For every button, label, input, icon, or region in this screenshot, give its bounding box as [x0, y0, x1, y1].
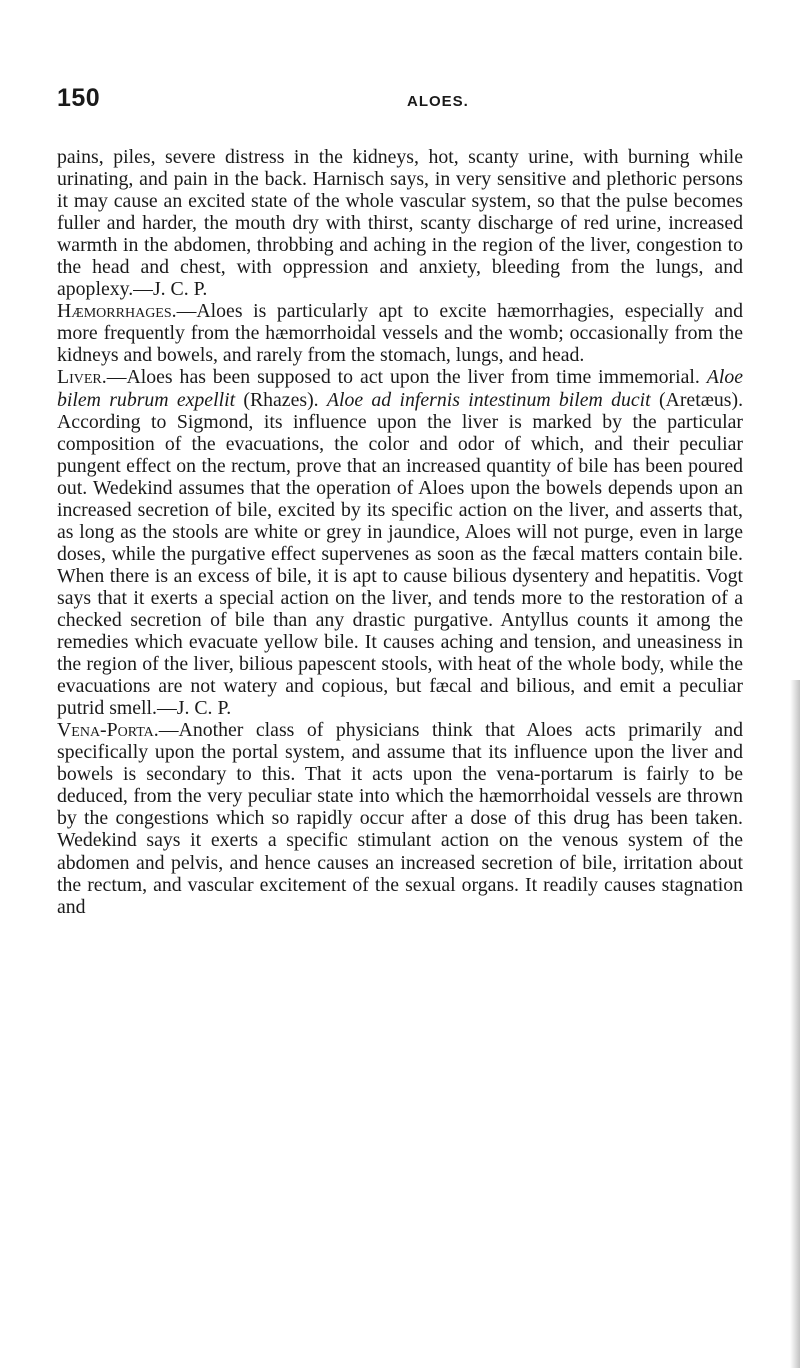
- paragraph-liver: [57, 366, 743, 719]
- section-heading-haemorrhages: Hæmorrhages.: [57, 300, 177, 323]
- running-title: ALOES.: [407, 93, 469, 110]
- paragraph-haemorrhages: [57, 300, 743, 366]
- page-edge-shadow: [790, 680, 800, 1368]
- latin-quote-rhazes: Aloe bilem rubrum expellit: [57, 366, 743, 411]
- section-heading-vena-porta: Vena-Porta.: [57, 719, 159, 742]
- paragraph-symptoms: [57, 146, 743, 300]
- paragraph-text: (Rhazes).: [235, 388, 327, 411]
- page-number: 150: [57, 84, 101, 112]
- paragraph-text: (Aretæus). According to Sigmond, its influence upon the liver is marked by the particular composition of the evacuations, the color and odor of which, and their peculiar pungent effect on the rectum, prove that an increased quantity of bile has been poured out. Wedekind assumes that the operation of Aloes upon the bowels depends upon an increased secretion of bile, excited by its specific action on the liver, and asserts that, as long as the stools are white or grey in jaundice, Aloes will not purge, even in large doses, while the purgative effect supervenes as soon as the fæcal matters contain bile. When there is an excess of bile, it is apt to cause bilious dysentery and hepatitis. Vogt says that it exerts a special action on the liver, and tends more to the restoration of a checked secretion of bile than any drastic purgative. Antyllus counts it among the remedies which evacuate yellow bile. It causes aching and tension, and uneasiness in the region of the liver, bilious papescent stools, with heat of the whole body, while the evacuations are not watery and copious, but fæcal and bilious, and emit a peculiar putrid smell.—J. C. P.: [57, 388, 744, 720]
- section-heading-liver: Liver.: [57, 366, 107, 389]
- running-header: [57, 80, 743, 116]
- paragraph-text: —Aloes has been supposed to act upon the liver from time immemorial.: [106, 366, 707, 389]
- latin-quote-aretaeus: Aloe ad infernis intestinum bilem ducit: [326, 388, 651, 411]
- paragraph-text: —Aloes is particularly apt to excite hæmorrhagies, especially and more frequently from the hæmorrhoidal vessels and the womb; occasionally from the kidneys and bowels, and rarely from the stomach, lungs, and head.: [57, 300, 743, 367]
- paragraph-text: pains, piles, severe distress in the kidneys, hot, scanty urine, with burning while urinating, and pain in the back. Harnisch says, in very sensitive and plethoric persons it may cause an excited state of the whole vascular system, so that the pulse becomes fuller and harder, the mouth dry with thirst, scanty discharge of red urine, increased warmth in the abdomen, throbbing and aching in the region of the liver, congestion to the head and chest, with oppression and anxiety, bleeding from the lungs, and apoplexy.—J. C. P.: [57, 146, 743, 301]
- body-text: [57, 146, 743, 918]
- paragraph-vena-porta: [57, 719, 743, 917]
- paragraph-text: —Another class of physicians think that Aloes acts primarily and specifically upon the portal system, and assume that its influence upon the liver and bowels is secondary to this. That it acts upon the vena-portarum is fairly to be deduced, from the very peculiar state into which the hæmorrhoidal vessels are thrown by the congestions which so rapidly occur after a dose of this drug has been taken. Wedekind says it exerts a specific stimulant action on the venous system of the abdomen and pelvis, and hence causes an increased secretion of bile, irritation about the rectum, and vascular excitement of the sexual organs. It readily causes stagnation and: [57, 719, 743, 918]
